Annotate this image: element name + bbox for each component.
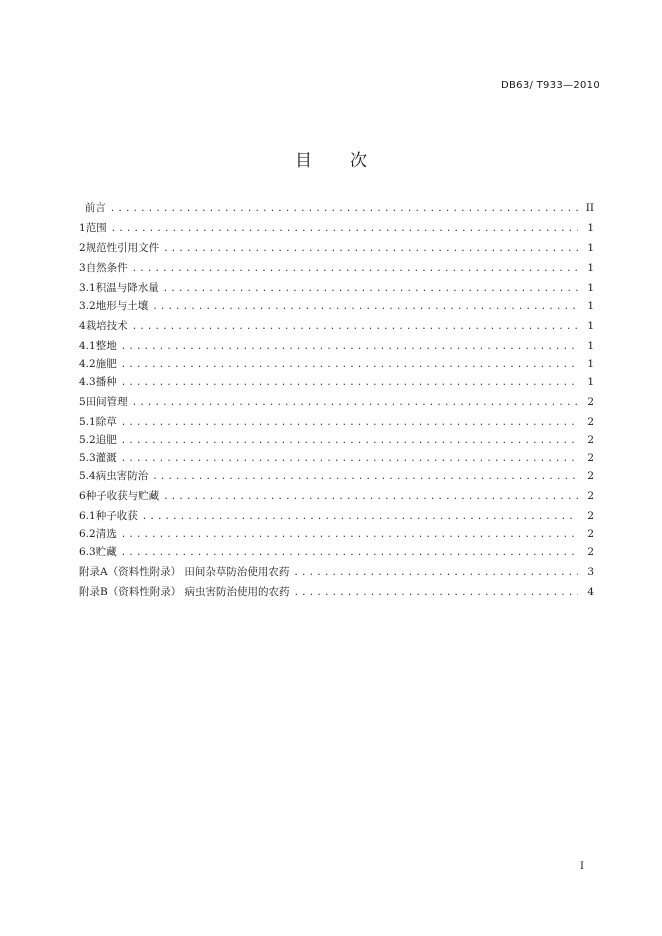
toc-dot-leader — [121, 374, 578, 392]
toc-entry-number: 1 — [79, 222, 86, 234]
toc-entry-number: 6.1 — [79, 510, 96, 522]
toc-entry-label: 追肥 — [95, 434, 117, 446]
toc-entry[interactable] — [79, 373, 594, 391]
toc-entry-label: 地形与土壤 — [95, 300, 149, 312]
toc-dot-leader — [163, 280, 578, 298]
toc-entry[interactable] — [79, 279, 594, 297]
toc-entry-page: 1 — [587, 262, 594, 274]
toc-entry-page: 1 — [587, 358, 594, 370]
toc-entry[interactable] — [79, 239, 594, 257]
toc-entry-number: 6.2 — [79, 528, 96, 540]
toc-entry-label: 自然条件 — [85, 262, 128, 274]
toc-entry[interactable] — [79, 337, 594, 355]
toc-entry-page: 1 — [587, 282, 594, 294]
toc-title — [0, 146, 662, 171]
toc-entry[interactable] — [79, 199, 594, 217]
toc-entry[interactable] — [79, 413, 594, 431]
toc-entry-page: 1 — [587, 320, 594, 332]
toc-entry-page: 2 — [587, 416, 594, 428]
toc-dot-leader — [121, 526, 578, 544]
toc-entry-page: II — [585, 202, 594, 214]
toc-entry-number: 4.2 — [79, 358, 96, 370]
toc-entry-number: 4.3 — [79, 376, 96, 388]
toc-entry-number: 5.4 — [79, 470, 96, 482]
toc-entry-number: 5.3 — [79, 452, 96, 464]
footer-page-number: I — [580, 861, 584, 872]
toc-dot-leader — [132, 318, 578, 336]
toc-entry[interactable] — [79, 449, 594, 467]
toc-entry[interactable] — [79, 219, 594, 237]
toc-entry-page: 2 — [587, 546, 594, 558]
toc-dot-leader — [121, 356, 578, 374]
toc-dot-leader — [121, 432, 578, 450]
table-of-contents — [79, 199, 594, 601]
toc-entry-page: 2 — [587, 470, 594, 482]
toc-title-char-2: 次 — [350, 151, 367, 171]
toc-entry-page: 2 — [587, 452, 594, 464]
toc-entry-page: 2 — [587, 510, 594, 522]
toc-entry-label: 清选 — [95, 528, 117, 540]
toc-entry-number: 3 — [79, 262, 86, 274]
toc-entry-label: 病虫害防治 — [95, 470, 149, 482]
toc-entry-label: 田间管理 — [85, 396, 128, 408]
toc-dot-leader — [293, 564, 578, 582]
toc-entry-page: 1 — [587, 340, 594, 352]
toc-entry-page: 1 — [587, 242, 594, 254]
toc-entry-label: 整地 — [95, 340, 117, 352]
toc-entry-label: 施肥 — [95, 358, 117, 370]
toc-entry-page: 4 — [587, 586, 594, 598]
toc-dot-leader — [142, 508, 578, 526]
toc-entry-number: 2 — [79, 242, 86, 254]
toc-entry-label: 播种 — [95, 376, 117, 388]
toc-dot-leader — [121, 414, 578, 432]
toc-entry-page: 1 — [587, 376, 594, 388]
toc-entry[interactable] — [79, 355, 594, 373]
toc-dot-leader — [110, 200, 578, 218]
toc-entry-label: 前言 — [84, 202, 106, 214]
toc-entry-number: 5.2 — [79, 434, 96, 446]
toc-entry-number: 6.3 — [79, 546, 96, 558]
toc-entry-page: 2 — [587, 434, 594, 446]
toc-entry-number: 5 — [79, 396, 86, 408]
toc-entry[interactable] — [79, 487, 594, 505]
toc-dot-leader — [111, 220, 578, 238]
toc-entry-label: 种子收获 — [95, 510, 138, 522]
toc-entry[interactable] — [79, 431, 594, 449]
toc-entry-label: 规范性引用文件 — [85, 242, 160, 254]
toc-entry-label: 附录B（资料性附录） 病虫害防治使用的农药 — [79, 586, 290, 598]
toc-dot-leader — [152, 468, 578, 486]
toc-entry-number: 4 — [79, 320, 86, 332]
toc-entry-label: 灌溉 — [95, 452, 117, 464]
toc-entry[interactable] — [79, 583, 594, 601]
toc-entry-number: 3.2 — [79, 300, 96, 312]
toc-entry-number: 5.1 — [79, 416, 96, 428]
toc-entry-page: 1 — [587, 300, 594, 312]
toc-dot-leader — [163, 240, 578, 258]
toc-dot-leader — [152, 298, 578, 316]
toc-entry[interactable] — [79, 563, 594, 581]
toc-entry-page: 2 — [587, 528, 594, 540]
toc-entry-page: 2 — [587, 396, 594, 408]
toc-dot-leader — [132, 394, 578, 412]
toc-entry[interactable] — [79, 393, 594, 411]
toc-entry-label: 范围 — [85, 222, 107, 234]
toc-dot-leader — [294, 584, 578, 602]
toc-entry-page: 1 — [587, 222, 594, 234]
toc-entry-label: 积温与降水量 — [95, 282, 159, 294]
toc-entry-page: 3 — [587, 566, 594, 578]
toc-entry[interactable] — [79, 525, 594, 543]
toc-entry[interactable] — [79, 317, 594, 335]
toc-entry[interactable] — [79, 297, 594, 315]
toc-entry-number: 6 — [79, 490, 86, 502]
toc-entry[interactable] — [79, 543, 594, 561]
toc-dot-leader — [121, 338, 578, 356]
toc-dot-leader — [121, 450, 578, 468]
toc-entry-label: 除草 — [95, 416, 117, 428]
toc-entry[interactable] — [79, 259, 594, 277]
toc-entry-label: 贮藏 — [95, 546, 117, 558]
toc-entry-number: 3.1 — [79, 282, 96, 294]
toc-dot-leader — [163, 488, 578, 506]
toc-entry[interactable] — [79, 507, 594, 525]
toc-title-char-1: 目 — [295, 151, 312, 171]
toc-dot-leader — [132, 260, 578, 278]
toc-entry-label: 栽培技术 — [85, 320, 128, 332]
toc-entry-label: 附录A（资料性附录） 田间杂草防治使用农药 — [79, 566, 290, 578]
toc-entry-number: 4.1 — [79, 340, 96, 352]
document-code: DB63/ T933—2010 — [501, 80, 600, 91]
toc-entry-label: 种子收获与贮藏 — [85, 490, 160, 502]
toc-dot-leader — [121, 544, 578, 562]
toc-entry-page: 2 — [587, 490, 594, 502]
toc-entry[interactable] — [79, 467, 594, 485]
